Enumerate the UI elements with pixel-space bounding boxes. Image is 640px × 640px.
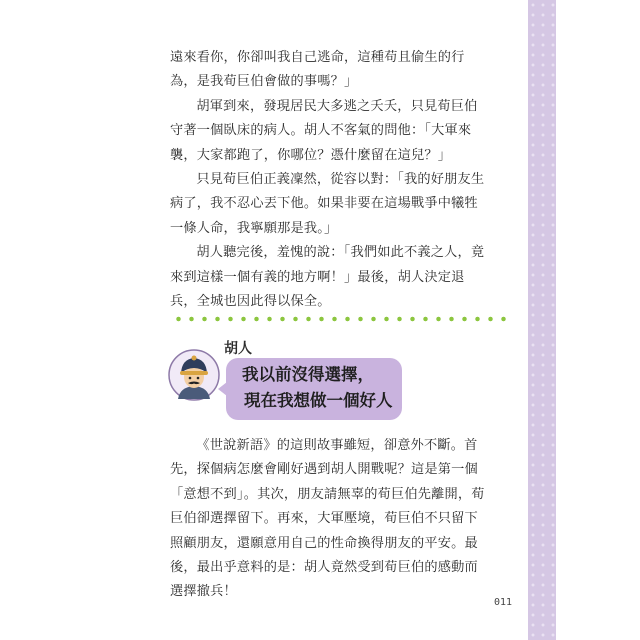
speaker-name: 胡人 <box>224 341 252 357</box>
speech-line: 我以前沒得選擇， <box>242 365 374 384</box>
speech-bubble-text <box>242 362 402 414</box>
story-paragraph: 只見荀巨伯正義凜然，從容以對：「我的好朋友生病了，我不忍心丟下他。如果非要在這場戰爭中犧牲一條人命，我寧願那是我。」 <box>170 172 485 236</box>
hu-soldier-avatar-icon <box>168 349 220 401</box>
commentary-paragraph: 《世說新語》的這則故事雖短，卻意外不斷。首先，探個病怎麼會剛好遇到胡人開戰呢？這是第一個「意想不到」。其次，朋友請無辜的荀巨伯先離開，荀巨伯卻選擇留下。再來，大軍壓境，荀巨伯不只留下照顧朋友，還願意用自己的性命換得朋友的平安。最後，最出乎意料的是：胡人竟然受到荀巨伯的感動而選擇撤兵！ <box>170 438 485 600</box>
story-text <box>170 46 488 314</box>
story-paragraph: 遠來看你，你卻叫我自己逃命，這種苟且偷生的行為，是我荀巨伯會做的事嗎？」 <box>170 50 465 90</box>
speech-line: 現在我想做一個好人 <box>244 391 393 410</box>
commentary-text <box>170 434 488 605</box>
page-number: 011 <box>494 597 513 608</box>
story-paragraph: 胡軍到來，發現居民大多逃之夭夭，只見荀巨伯守著一個臥床的病人。胡人不客氣的問他：「大軍來襲，大家都跑了，你哪位？憑什麼留在這兒？」 <box>170 98 478 163</box>
dotted-divider <box>172 315 512 323</box>
decorative-side-strip <box>528 0 556 640</box>
story-paragraph: 胡人聽完後，羞愧的說：「我們如此不義之人，竟來到這樣一個有義的地方啊！」最後，胡人決定退兵，全城也因此得以保全。 <box>170 245 485 310</box>
